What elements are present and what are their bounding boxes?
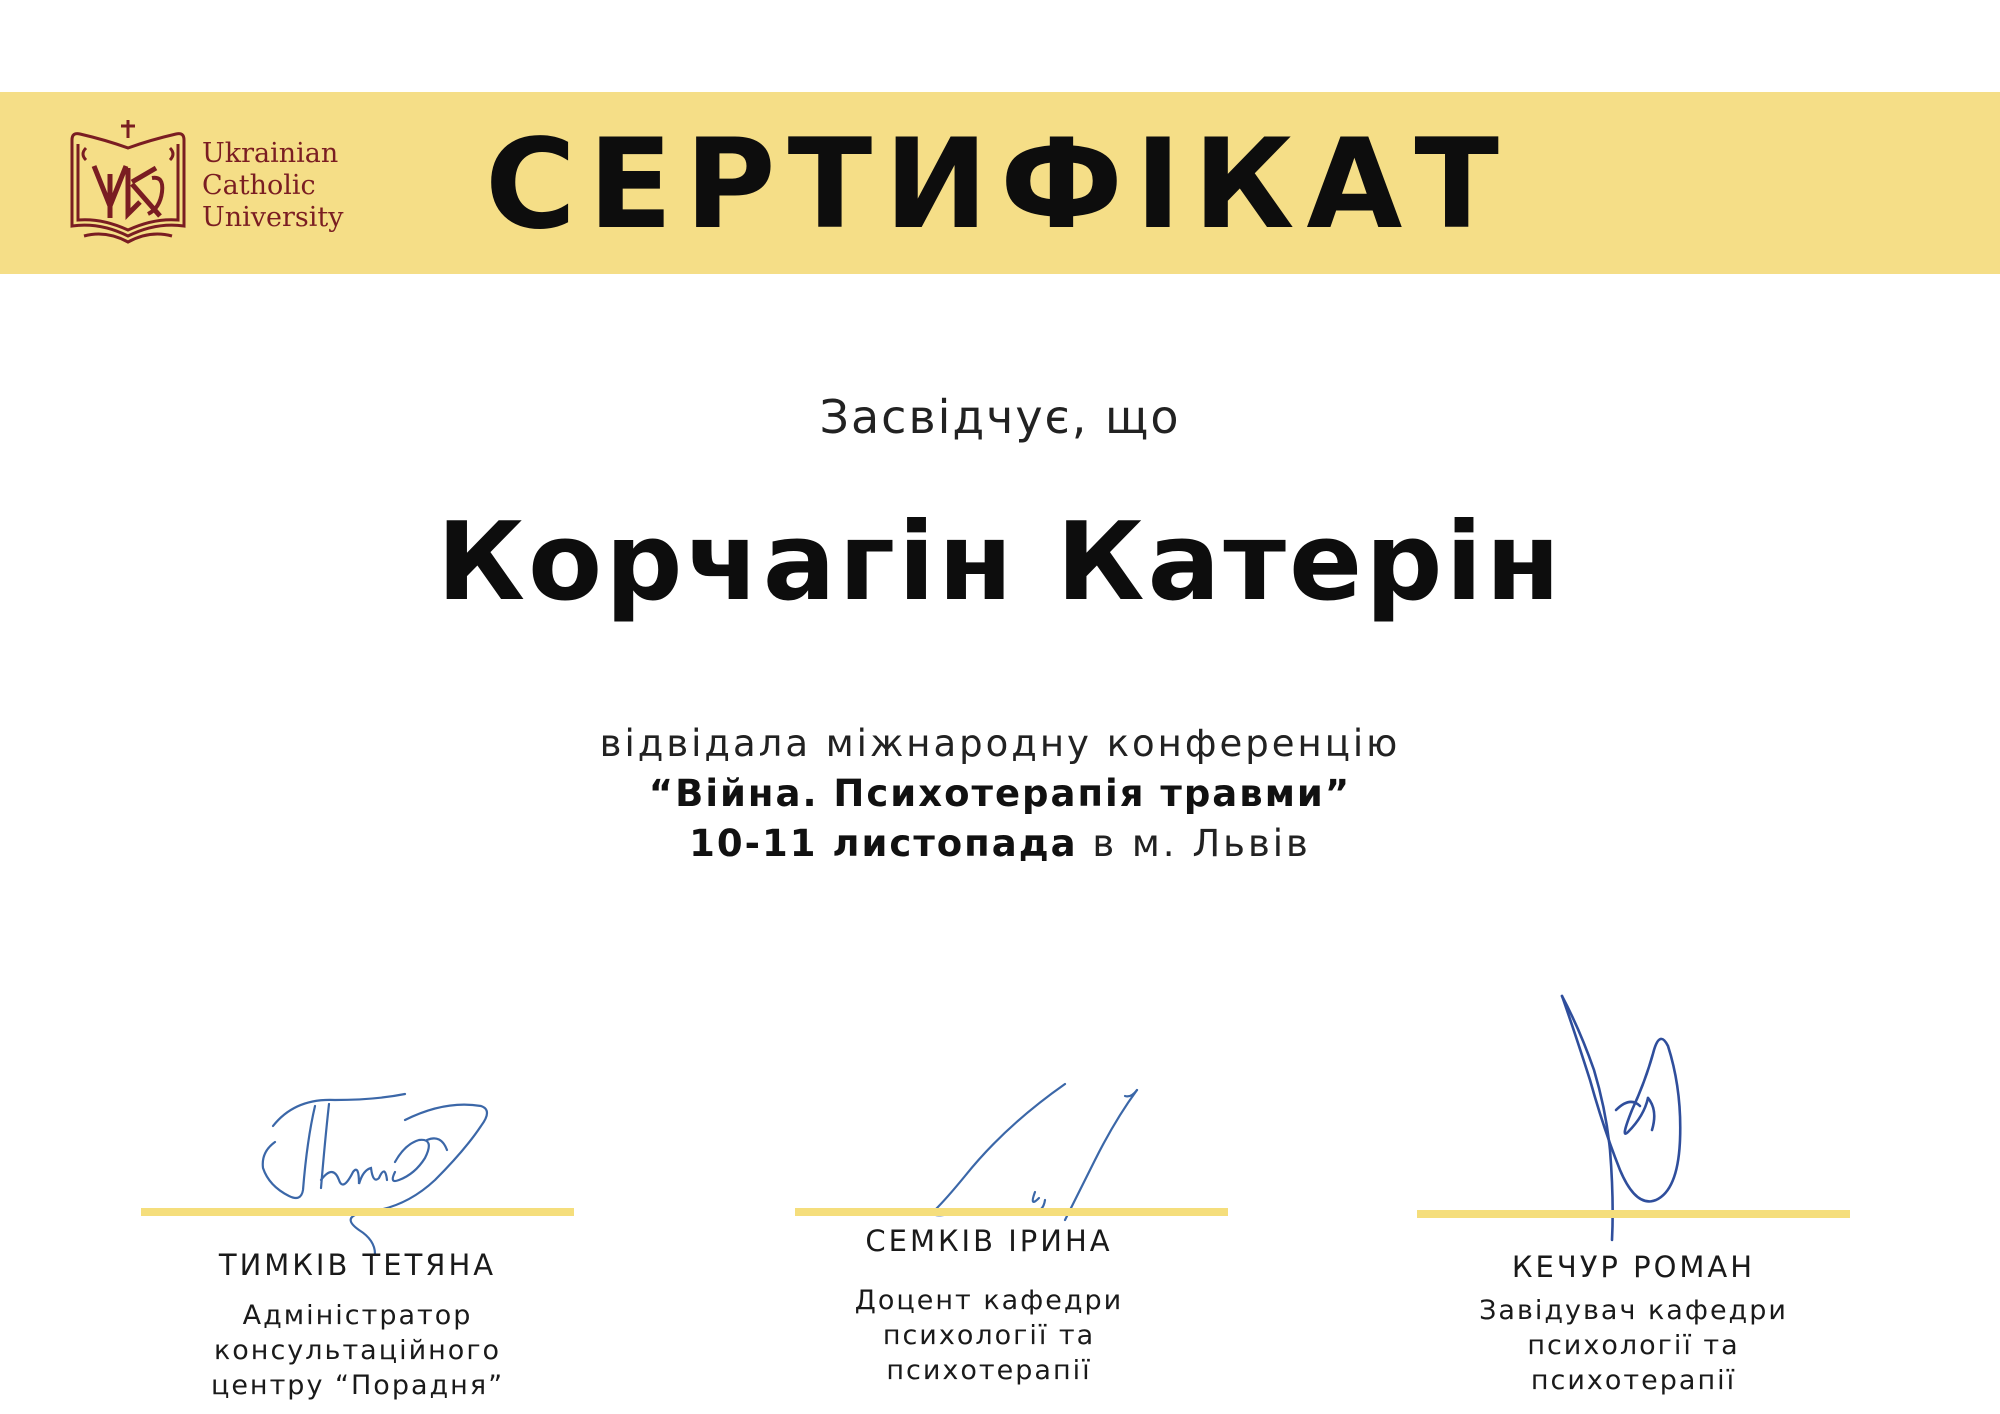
signatory-role xyxy=(1417,1293,1850,1398)
signatory-role-line: психології та xyxy=(1527,1330,1740,1361)
signatory-role xyxy=(141,1298,574,1403)
signatory-role-line: психотерапії xyxy=(1530,1365,1737,1396)
university-name-line: Catholic xyxy=(202,170,316,201)
signatory-name: ТИМКІВ ТЕТЯНА xyxy=(218,1248,497,1282)
attended-text: відвідала міжнародну конференцію xyxy=(599,722,1401,765)
certifies-text: Засвідчує, що xyxy=(819,390,1181,444)
signatory-role-line: центру “Порадня” xyxy=(210,1370,505,1401)
signatory-role-line: психології та xyxy=(882,1320,1096,1351)
signatory-name: КЕЧУР РОМАН xyxy=(1511,1250,1756,1284)
university-name-line: University xyxy=(202,202,344,233)
signature-line xyxy=(795,1208,1228,1216)
signatory-role xyxy=(795,1283,1183,1388)
signatory-role-line: психотерапії xyxy=(886,1355,1092,1386)
event-title: “Війна. Психотерапія травми” xyxy=(648,772,1352,815)
event-date-location xyxy=(0,822,2000,865)
event-dates: 10-11 листопада xyxy=(689,822,1078,865)
certificate-title-text: СЕРТИФІКАТ xyxy=(485,113,1511,257)
signatory-role-line: Завідувач кафедри xyxy=(1479,1295,1788,1326)
handwritten-signature-icon xyxy=(255,1080,495,1260)
signatory-role-line: Адміністратор xyxy=(242,1300,473,1331)
event-location: в м. Львів xyxy=(1077,822,1311,865)
signatory-role-line: Доцент кафедри xyxy=(854,1285,1124,1316)
signature-line xyxy=(1417,1210,1850,1218)
signature-line xyxy=(141,1208,574,1216)
certificate-title xyxy=(0,110,2000,260)
recipient-name: Корчагін Катерін xyxy=(436,500,1564,625)
signatory-role-line: консультаційного xyxy=(213,1335,502,1366)
university-name-line: Ukrainian xyxy=(202,138,339,169)
signatory-name: СЕМКІВ ІРИНА xyxy=(865,1224,1113,1258)
